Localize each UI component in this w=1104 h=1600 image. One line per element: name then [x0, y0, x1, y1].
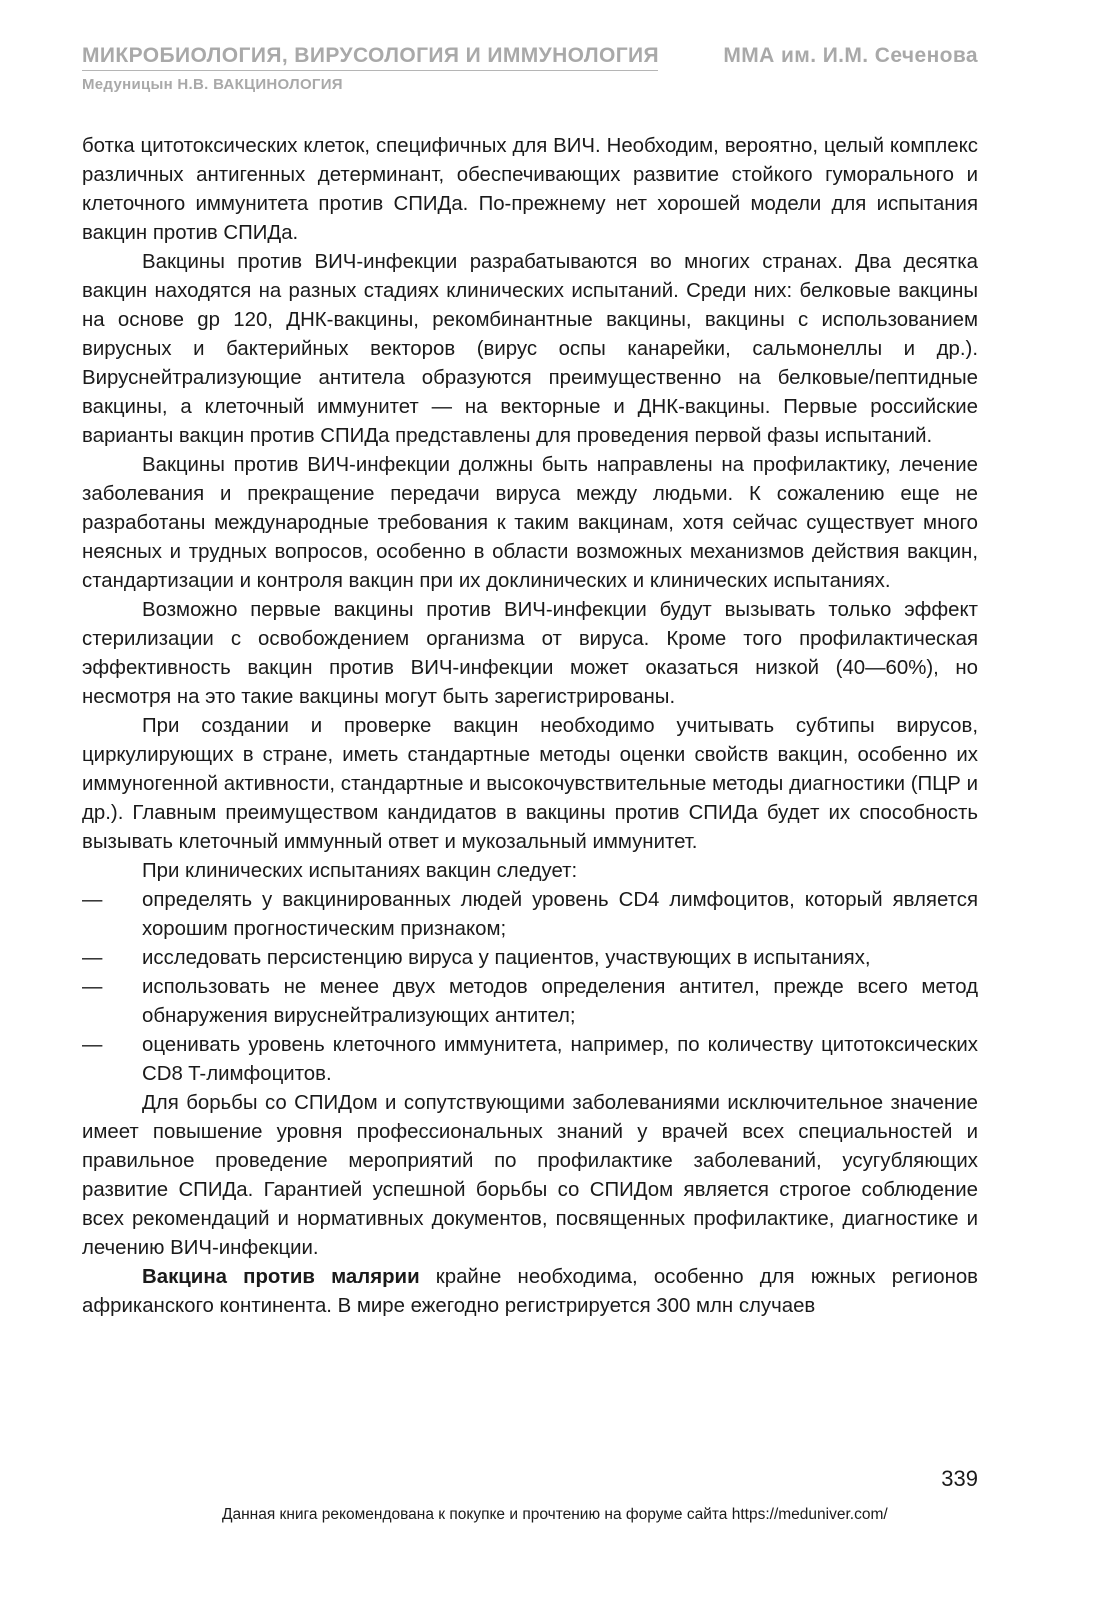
list-item: [82, 1031, 978, 1089]
list-item-text: оценивать уровень клеточного иммунитета, например, по количеству цитотоксических CD8 T-лимфоцитов.: [142, 1034, 978, 1085]
list-intro: При клинических испытаниях вакцин следует:: [142, 860, 578, 882]
paragraph: [82, 1263, 978, 1321]
page-body: [82, 132, 978, 1321]
author-book-title: Медуницын Н.В. ВАКЦИНОЛОГИЯ: [82, 76, 343, 93]
paragraph: ботка цитотоксических клеток, специфичных для ВИЧ. Необходим, вероятно, целый комплекс различных антигенных детерминант, обеспечивающих развитие стойкого гуморального и клеточного иммунитета против СПИДа. По-прежнему нет хорошей модели для испытания вакцин против СПИДа.: [82, 135, 978, 244]
dash-marker: —: [82, 889, 103, 911]
header-rule: [82, 70, 658, 71]
paragraph: При создании и проверке вакцин необходимо учитывать субтипы вирусов, циркулирующих в стране, иметь стандартные методы оценки свойств вакцин, особенно их иммуногенной активности, стандартные и высокочувствительные методы диагностики (ПЦР и др.). Главным преимуществом кандидатов в вакцины против СПИДа будет их способность вызывать клеточный иммунный ответ и мукозальный иммунитет.: [82, 715, 978, 853]
footer-note: Данная книга рекомендована к покупке и прочтению на форуме сайта https://meduniver.com/: [222, 1506, 888, 1523]
page-number: 339: [941, 1466, 978, 1491]
book-series-title: МИКРОБИОЛОГИЯ, ВИРУСОЛОГИЯ И ИММУНОЛОГИЯ: [82, 44, 660, 67]
list-item-text: определять у вакцинированных людей уровень CD4 лимфоцитов, который является хорошим прогностическим признаком;: [142, 889, 978, 940]
requirements-list: [82, 886, 978, 1089]
dash-marker: —: [82, 1034, 103, 1056]
header-row: [82, 44, 978, 68]
list-item-text: исследовать персистенцию вируса у пациентов, участвующих в испытаниях,: [142, 947, 871, 969]
list-item: [82, 944, 978, 973]
paragraph: Для борьбы со СПИДом и сопутствующими заболеваниями исключительное значение имеет повышение уровня профессиональных знаний у врачей всех специальностей и правильное проведение мероприятий по профилактике заболеваний, усугубляющих развитие СПИДа. Гарантией успешной борьбы со СПИДом является строгое соблюдение всех рекомендаций и нормативных документов, посвященных профилактике, диагностике и лечению ВИЧ-инфекции.: [82, 1092, 978, 1259]
dash-marker: —: [82, 947, 103, 969]
institution-name: ММА им. И.М. Сеченова: [723, 44, 978, 67]
paragraph: Вакцины против ВИЧ-инфекции разрабатываются во многих странах. Два десятка вакцин находятся на разных стадиях клинических испытаний. Среди них: белковые вакцины на основе gp 120, ДНК-вакцины, рекомбинантные вакцины, вакцины с использованием вирусных и бактерийных векторов (вирус оспы канарейки, сальмонеллы и др.). Вируснейтрализующие антитела образуются преимущественно на белковые/пептидные вакцины, а клеточный иммунитет — на векторные и ДНК-вакцины. Первые российские варианты вакцин против СПИДа представлены для проведения первой фазы испытаний.: [82, 251, 978, 447]
paragraph: Вакцины против ВИЧ-инфекции должны быть направлены на профилактику, лечение заболевания и прекращение передачи вируса между людьми. К сожалению еще не разработаны международные требования к таким вакцинам, хотя сейчас существует много неясных и трудных вопросов, особенно в области возможных механизмов действия вакцин, стандартизации и контроля вакцин при их доклинических и клинических испытаниях.: [82, 454, 978, 592]
section-term: Вакцина против малярии: [142, 1266, 420, 1288]
list-item: [82, 973, 978, 1031]
list-item-text: использовать не менее двух методов определения антител, прежде всего метод обнаружения вируснейтрализующих антител;: [142, 976, 978, 1027]
list-item: [82, 886, 978, 944]
paragraph-text: крайне необходима, особенно для южных регионов африканского континента. В мире ежегодно регистрируется 300 млн случаев: [82, 1266, 979, 1317]
running-header: [82, 44, 978, 93]
dash-marker: —: [82, 976, 103, 998]
paragraph: Возможно первые вакцины против ВИЧ-инфекции будут вызывать только эффект стерилизации с освобождением организма от вируса. Кроме того профилактическая эффективность вакцин против ВИЧ-инфекции может оказаться низкой (40—60%), но несмотря на это такие вакцины могут быть зарегистрированы.: [82, 599, 978, 708]
